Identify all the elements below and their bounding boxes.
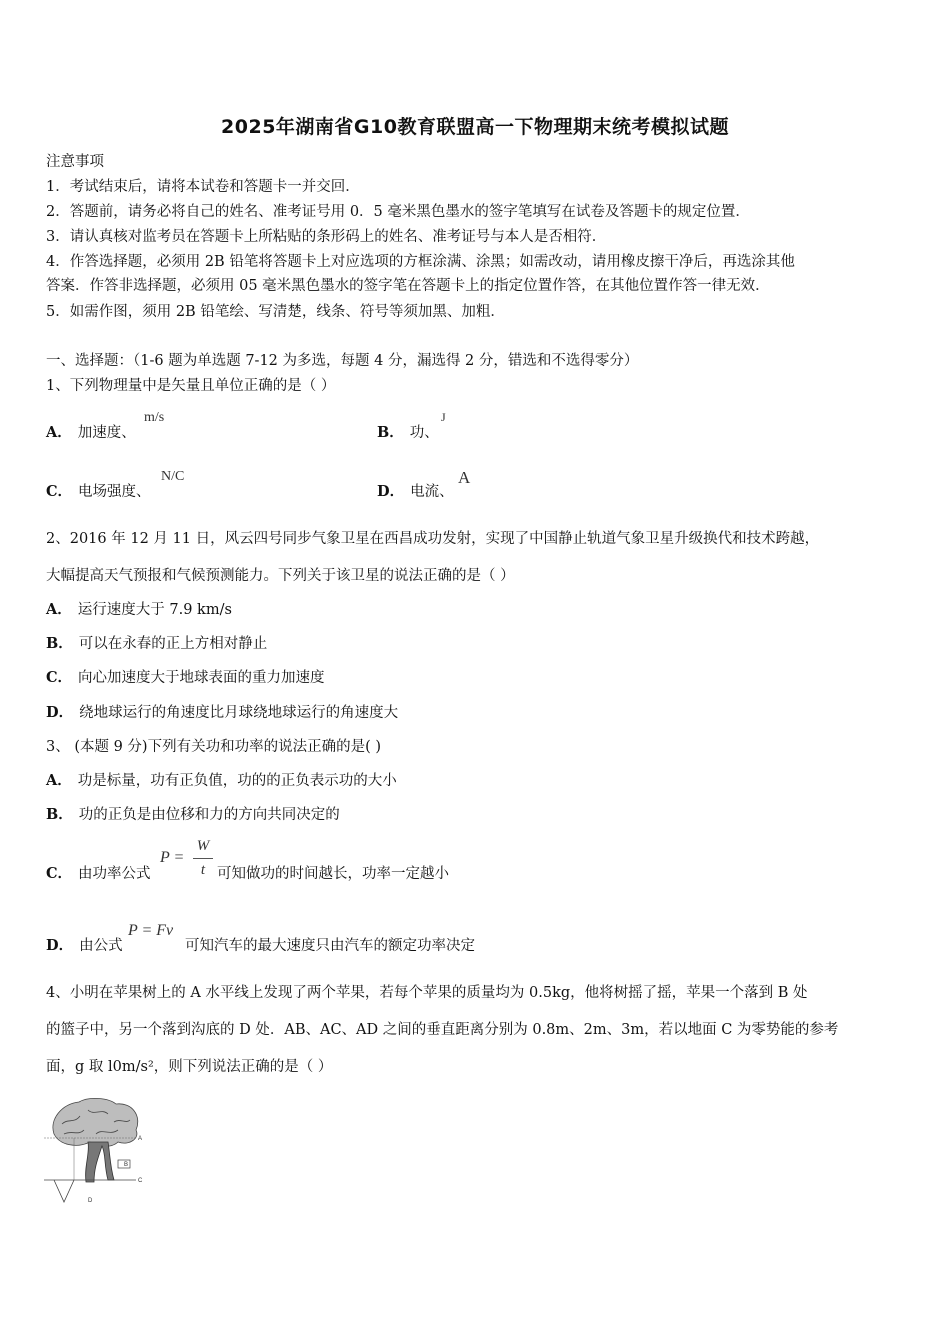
option-text: 绕地球运行的角速度比月球绕地球运行的角速度大 xyxy=(79,705,399,721)
option-text: 功的正负是由位移和力的方向共同决定的 xyxy=(78,807,340,823)
label-a: A xyxy=(138,1136,143,1142)
q3-option-c xyxy=(46,864,151,884)
q3-option-d xyxy=(46,936,123,956)
option-label: C． xyxy=(46,483,73,500)
option-text: 电场强度、 xyxy=(78,484,151,500)
option-text: 功、 xyxy=(409,425,439,441)
q2-stem-line2: 大幅提高天气预报和气候预测能力。下列关于该卫星的说法正确的是（ ） xyxy=(46,568,515,584)
option-label: A． xyxy=(46,424,72,441)
q2-option-a xyxy=(46,600,232,620)
option-text-before: 由公式 xyxy=(79,938,123,954)
q1-option-a xyxy=(46,423,136,443)
q1-option-b xyxy=(377,423,439,443)
formula-pfv xyxy=(128,922,173,940)
option-label: D． xyxy=(46,704,74,721)
formula-denominator: t xyxy=(200,862,206,878)
notice-item-2: 2．答题前，请务必将自己的姓名、准考证号用 0．5 毫米黑色墨水的签字笔填写在试卷及答题卡的规定位置． xyxy=(46,204,750,220)
notice-item-4-cont: 答案．作答非选择题，必须用 05 毫米黑色墨水的签字笔在答题卡上的指定位置作答，在其他位置作答一律无效． xyxy=(46,278,770,294)
tree-trunk xyxy=(86,1142,114,1182)
option-label: B． xyxy=(377,424,404,441)
q4-line2: 的篮子中，另一个落到沟底的 D 处．AB、AC、AD 之间的垂直距离分别为 0.8m、2m、3m，若以地面 C 为零势能的参考 xyxy=(46,1022,839,1038)
page-title: 2025年湖南省G10教育联盟高一下物理期末统考模拟试题 xyxy=(221,116,729,138)
option-text: 向心加速度大于地球表面的重力加速度 xyxy=(78,670,325,686)
notice-item-3: 3．请认真核对监考员在答题卡上所粘贴的条形码上的姓名、准考证号与本人是否相符． xyxy=(46,229,607,245)
notice-item-4: 4．作答选择题，必须用 2B 铅笔将答题卡上对应选项的方框涂满、涂黑；如需改动，请用橡皮擦干净后，再选涂其他 xyxy=(46,254,795,270)
label-b: B xyxy=(124,1162,129,1168)
option-label: D． xyxy=(46,937,74,954)
option-label: C． xyxy=(46,669,73,686)
q4-line3: 面，g 取 l0m/s²，则下列说法正确的是（ ） xyxy=(46,1059,333,1075)
q1-option-d xyxy=(377,482,454,502)
q2-option-d xyxy=(46,703,398,723)
notice-item-1: 1．考试结束后，请将本试卷和答题卡一并交回． xyxy=(46,179,360,195)
q2-stem-line1: 2、2016 年 12 月 11 日，风云四号同步气象卫星在西昌成功发射，实现了中国静止轨道气象卫星升级换代和技术跨越， xyxy=(46,531,820,547)
q1-stem: 1、下列物理量中是矢量且单位正确的是（ ） xyxy=(46,378,336,394)
section-heading: 一、选择题：（1-6 题为单选题 7-12 为多选，每题 4 分，漏选得 2 分，错选和不选得零分） xyxy=(46,353,639,369)
formula-numerator: W xyxy=(196,838,210,854)
option-text: 可以在永春的正上方相对静止 xyxy=(78,636,268,652)
option-label: B． xyxy=(46,806,73,823)
label-d: D xyxy=(88,1198,93,1204)
q1-d-unit: A xyxy=(458,468,471,487)
option-text-before: 由功率公式 xyxy=(78,866,151,882)
q1-option-c xyxy=(46,482,151,502)
notice-heading: 注意事项 xyxy=(46,154,104,170)
option-text: 加速度、 xyxy=(77,425,136,441)
option-label: A． xyxy=(46,601,72,618)
ditch xyxy=(54,1180,74,1202)
q2-option-c xyxy=(46,668,325,688)
q3-stem: 3、 (本题 9 分)下列有关功和功率的说法正确的是( ) xyxy=(46,739,382,755)
q2-option-b xyxy=(46,634,267,654)
option-label: B． xyxy=(46,635,73,652)
formula-lhs: P = xyxy=(160,849,185,866)
q1-c-unit: N/C xyxy=(161,469,185,484)
q3-d-text-after: 可知汽车的最大速度只由汽车的额定功率决定 xyxy=(185,938,475,954)
notice-item-5: 5．如需作图，须用 2B 铅笔绘、写清楚，线条、符号等须加黑、加粗． xyxy=(46,304,505,320)
q1-a-unit: m/s xyxy=(144,410,165,425)
label-c: C xyxy=(138,1178,143,1184)
option-label: D． xyxy=(377,483,405,500)
option-text: 功是标量，功有正负值，功的的正负表示功的大小 xyxy=(77,773,397,789)
option-label: A． xyxy=(46,772,72,789)
q3-c-text-after: 可知做功的时间越长，功率一定越小 xyxy=(217,866,449,882)
fraction-bar xyxy=(193,858,213,859)
q3-option-b xyxy=(46,805,340,825)
option-text: 电流、 xyxy=(410,484,454,500)
q4-line1: 4、小明在苹果树上的 A 水平线上发现了两个苹果，若每个苹果的质量均为 0.5kg，他将树摇了摇，苹果一个落到 B 处 xyxy=(46,985,808,1001)
option-label: C． xyxy=(46,865,73,882)
q3-option-a xyxy=(46,771,397,791)
apple-tree-figure xyxy=(44,1094,154,1204)
q1-b-unit: J xyxy=(441,410,446,424)
option-text: 运行速度大于 7.9 km/s xyxy=(77,602,232,618)
tree-canopy xyxy=(53,1098,138,1146)
formula-text: P = Fv xyxy=(128,922,174,939)
